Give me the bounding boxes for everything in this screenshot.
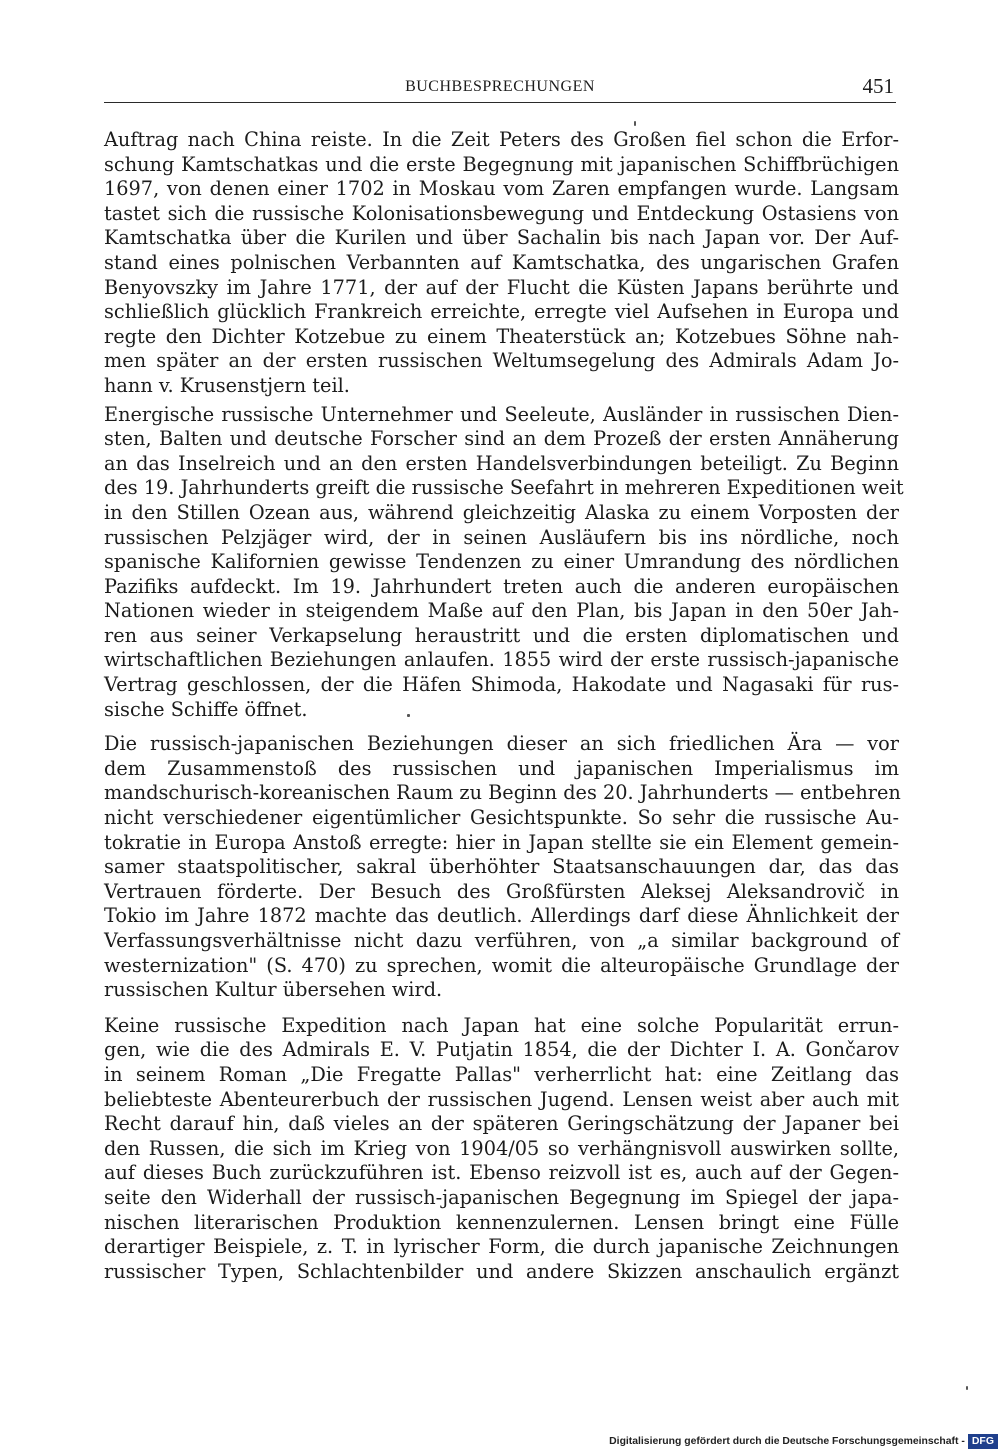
text-line: Keine russische Expedition nach Japan hat eine solche Popularität errun- [104, 1013, 899, 1037]
text-line: Vertrauen förderte. Der Besuch des Großfürsten Aleksej Aleksandrovič in [104, 879, 899, 903]
scan-speck [966, 1386, 968, 1390]
text-line: russischer Typen, Schlachtenbilder und andere Skizzen anschaulich ergänzt [104, 1259, 899, 1283]
digitization-footer [604, 1432, 1000, 1451]
scan-speck [634, 121, 636, 126]
running-header [104, 74, 896, 103]
text-line: 1697, von denen einer 1702 in Moskau vom Zaren empfangen wurde. Langsam [104, 177, 899, 201]
dfg-logo: DFG [968, 1434, 998, 1449]
text-line: samer staatspolitischer, sakral überhöhter Staatsanschauungen dar, das das [104, 855, 899, 879]
text-line: Recht darauf hin, daß vieles an der späteren Geringschätzung der Japaner bei [104, 1112, 899, 1136]
text-line: russischen Pelzjäger wird, der in seinen Ausläufern bis ins nördliche, noch [104, 525, 899, 549]
paragraph-1 [104, 128, 899, 399]
text-line: Vertrag geschlossen, der die Häfen Shimoda, Hakodate und Nagasaki für rus- [104, 673, 899, 697]
text-line: Auftrag nach China reiste. In die Zeit Peters des Großen fiel schon die Erfor- [104, 128, 899, 151]
running-title: BUCHBESPRECHUNGEN [405, 78, 595, 95]
footer-text: Digitalisierung gefördert durch die Deutsche Forschungsgemeinschaft - [609, 1436, 965, 1447]
text-line: tastet sich die russische Kolonisationsbewegung und Entdeckung Ostasiens von [104, 201, 899, 225]
text-line: beliebteste Abenteurerbuch der russischen Jugend. Lensen weist aber auch mit [104, 1087, 899, 1111]
paragraph-4 [104, 1014, 899, 1285]
text-line: westernization" (S. 470) zu sprechen, womit die alteuropäische Grundlage der [104, 953, 899, 977]
text-line: mandschurisch-koreanischen Raum zu Beginn des 20. Jahrhunderts — entbehren [104, 781, 901, 805]
text-line: russischen Kultur übersehen wird. [104, 978, 443, 1002]
text-line: auf dieses Buch zurückzuführen ist. Ebenso reizvoll ist es, auch auf der Gegen- [104, 1161, 899, 1185]
text-line: men später an der ersten russischen Weltumsegelung des Admirals Adam Jo- [104, 349, 899, 373]
text-line: schung Kamtschatkas und die erste Begegnung mit japanischen Schiffbrüchigen [104, 152, 899, 176]
text-line: nicht verschiedener eigentümlicher Gesichtspunkte. So sehr die russische Au- [104, 806, 899, 830]
text-line: Energische russische Unternehmer und Seeleute, Ausländer in russischen Dien- [104, 402, 899, 426]
scan-speck [407, 714, 410, 717]
text-line: derartiger Beispiele, z. T. in lyrischer Form, die durch japanische Zeichnungen [104, 1235, 899, 1259]
paragraph-2 [104, 402, 904, 723]
text-line: des 19. Jahrhunderts greift die russische Seefahrt in mehreren Expeditionen weit [104, 476, 904, 500]
text-line: Kamtschatka über die Kurilen und über Sachalin bis nach Japan vor. Der Auf- [104, 226, 899, 250]
text-line: sische Schiffe öffnet. [104, 697, 308, 721]
text-line: hann v. Krusenstjern teil. [104, 373, 350, 397]
paragraph-3 [104, 732, 899, 1003]
text-line: in den Stillen Ozean aus, während gleichzeitig Alaska zu einem Vorposten der [104, 500, 899, 524]
text-line: spanische Kalifornien gewisse Tendenzen zu einer Umrandung des nördlichen [104, 550, 899, 574]
text-line: Pazifiks aufdeckt. Im 19. Jahrhundert treten auch die anderen europäischen [104, 574, 899, 598]
text-line: seite den Widerhall der russisch-japanischen Begegnung im Spiegel der japa- [104, 1185, 899, 1209]
text-line: schließlich glücklich Frankreich erreichte, erregte viel Aufsehen in Europa und [104, 300, 899, 324]
text-line: dem Zusammenstoß des russischen und japanischen Imperialismus im [104, 756, 899, 780]
text-line: wirtschaftlichen Beziehungen anlaufen. 1855 wird der erste russisch-japanische [104, 648, 899, 672]
text-line: sten, Balten und deutsche Forscher sind an dem Prozeß der ersten Annäherung [104, 427, 899, 451]
text-line: gen, wie die des Admirals E. V. Putjatin 1854, die der Dichter I. A. Gončarov [104, 1038, 899, 1062]
text-line: an das Inselreich und an den ersten Handelsverbindungen beteiligt. Zu Beginn [104, 451, 899, 475]
text-line: Die russisch-japanischen Beziehungen dieser an sich friedlichen Ära — vor [104, 732, 899, 756]
text-line: Tokio im Jahre 1872 machte das deutlich. Allerdings darf diese Ähnlichkeit der [104, 904, 899, 928]
text-line: in seinem Roman „Die Fregatte Pallas" verherrlicht hat: eine Zeitlang das [104, 1062, 899, 1086]
text-line: tokratie in Europa Anstoß erregte: hier in Japan stellte sie ein Element gemein- [104, 830, 899, 854]
page-number: 451 [862, 74, 894, 98]
text-line: Nationen wieder in steigendem Maße auf den Plan, bis Japan in den 50er Jah- [104, 599, 899, 623]
body-text [104, 128, 904, 1284]
text-line: nischen literarischen Produktion kennenzulernen. Lensen bringt eine Fülle [104, 1210, 899, 1234]
text-line: regte den Dichter Kotzebue zu einem Theaterstück an; Kotzebues Söhne nah- [104, 324, 899, 348]
text-line: Verfassungsverhältnisse nicht dazu verführen, von „a similar background of [104, 929, 899, 952]
text-line: ren aus seiner Verkapselung heraustritt und die ersten diplomatischen und [104, 623, 899, 647]
text-line: den Russen, die sich im Krieg von 1904/05 so verhängnisvoll auswirken sollte, [104, 1136, 899, 1160]
text-line: stand eines polnischen Verbannten auf Kamtschatka, des ungarischen Grafen [104, 250, 899, 274]
text-line: Benyovszky im Jahre 1771, der auf der Flucht die Küsten Japans berührte und [104, 275, 899, 299]
